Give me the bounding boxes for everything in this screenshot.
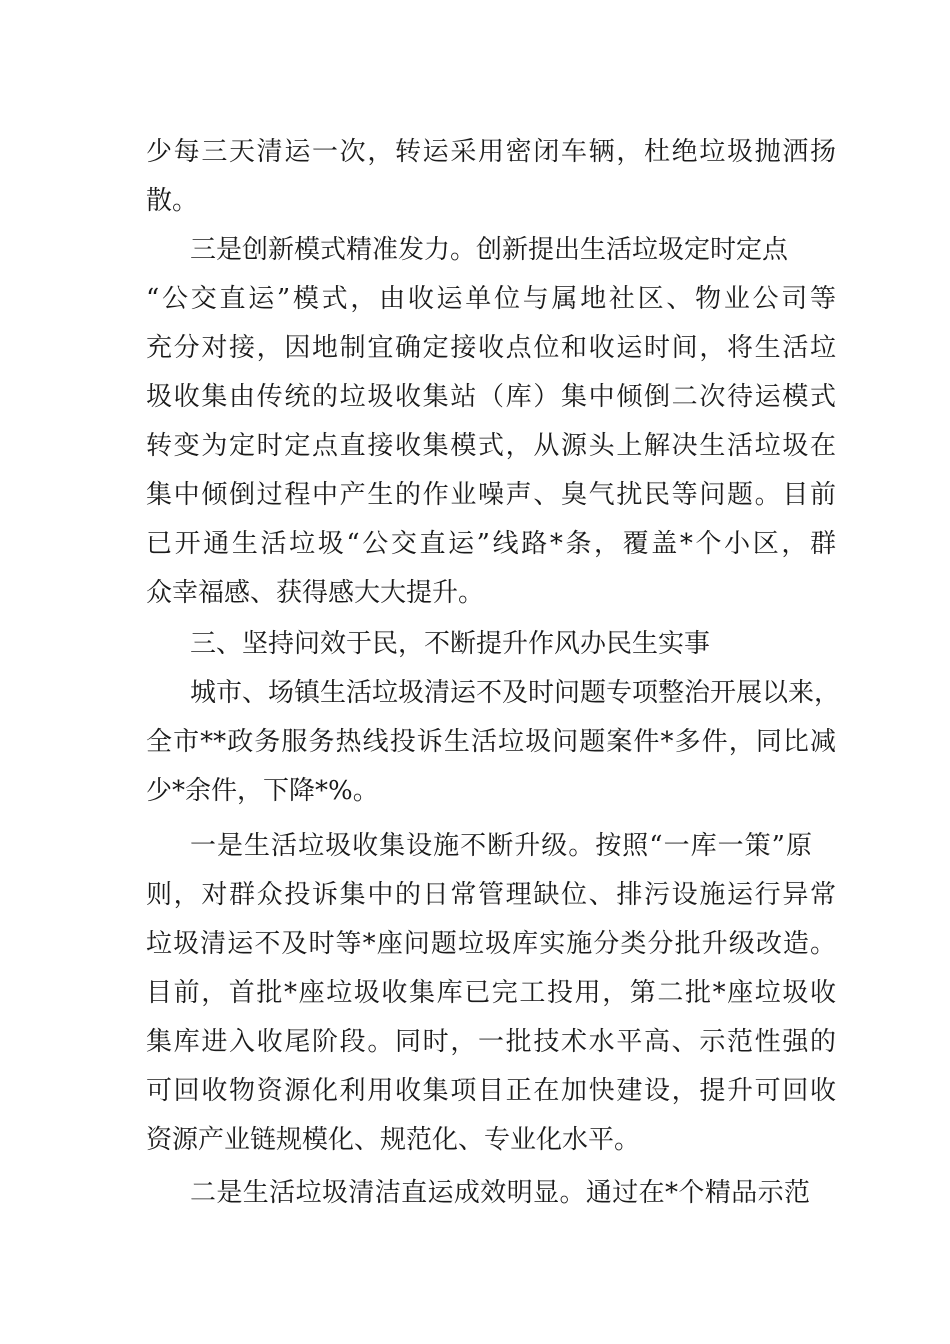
text-line: 少每三天清运一次，转运采用密闭车辆，杜绝垃圾抛洒扬 bbox=[146, 137, 836, 167]
text-line: 众幸福感、获得感大大提升。 bbox=[146, 578, 485, 608]
text-line: 一是生活垃圾收集设施不断升级。按照“一库一策”原 bbox=[190, 831, 812, 861]
text-line: 可回收物资源化利用收集项目正在加快建设，提升可回收 bbox=[146, 1076, 836, 1106]
text-line: 资源产业链规模化、规范化、专业化水平。 bbox=[146, 1125, 641, 1155]
text-line: “公交直运”模式，由收运单位与属地社区、物业公司等 bbox=[146, 284, 836, 314]
text-line: 已开通生活垃圾“公交直运”线路*条，覆盖*个小区，群 bbox=[146, 529, 836, 559]
text-line: 则，对群众投诉集中的日常管理缺位、排污设施运行异常 bbox=[146, 880, 836, 910]
text-line: 转变为定时定点直接收集模式，从源头上解决生活垃圾在 bbox=[146, 431, 836, 461]
text-line: 三是创新模式精准发力。创新提出生活垃圾定时定点 bbox=[190, 235, 789, 265]
text-line: 全市**政务服务热线投诉生活垃圾问题案件*多件，同比减 bbox=[146, 727, 836, 757]
text-line: 垃圾清运不及时等*座问题垃圾库实施分类分批升级改造。 bbox=[146, 929, 836, 959]
text-line: 集库进入收尾阶段。同时，一批技术水平高、示范性强的 bbox=[146, 1027, 836, 1057]
text-line: 二是生活垃圾清洁直运成效明显。通过在*个精品示范 bbox=[190, 1178, 810, 1208]
text-line: 充分对接，因地制宜确定接收点位和收运时间，将生活垃 bbox=[146, 333, 836, 363]
text-line: 集中倾倒过程中产生的作业噪声、臭气扰民等问题。目前 bbox=[146, 480, 836, 510]
text-line: 散。 bbox=[146, 186, 199, 216]
text-line: 城市、场镇生活垃圾清运不及时问题专项整治开展以来， bbox=[190, 678, 841, 708]
section-heading: 三、坚持问效于民，不断提升作风办民生实事 bbox=[190, 629, 711, 659]
text-line: 圾收集由传统的垃圾收集站（库）集中倾倒二次待运模式 bbox=[146, 382, 836, 412]
text-line: 少*余件，下降*%。 bbox=[146, 776, 379, 806]
text-line: 目前，首批*座垃圾收集库已完工投用，第二批*座垃圾收 bbox=[146, 978, 836, 1008]
